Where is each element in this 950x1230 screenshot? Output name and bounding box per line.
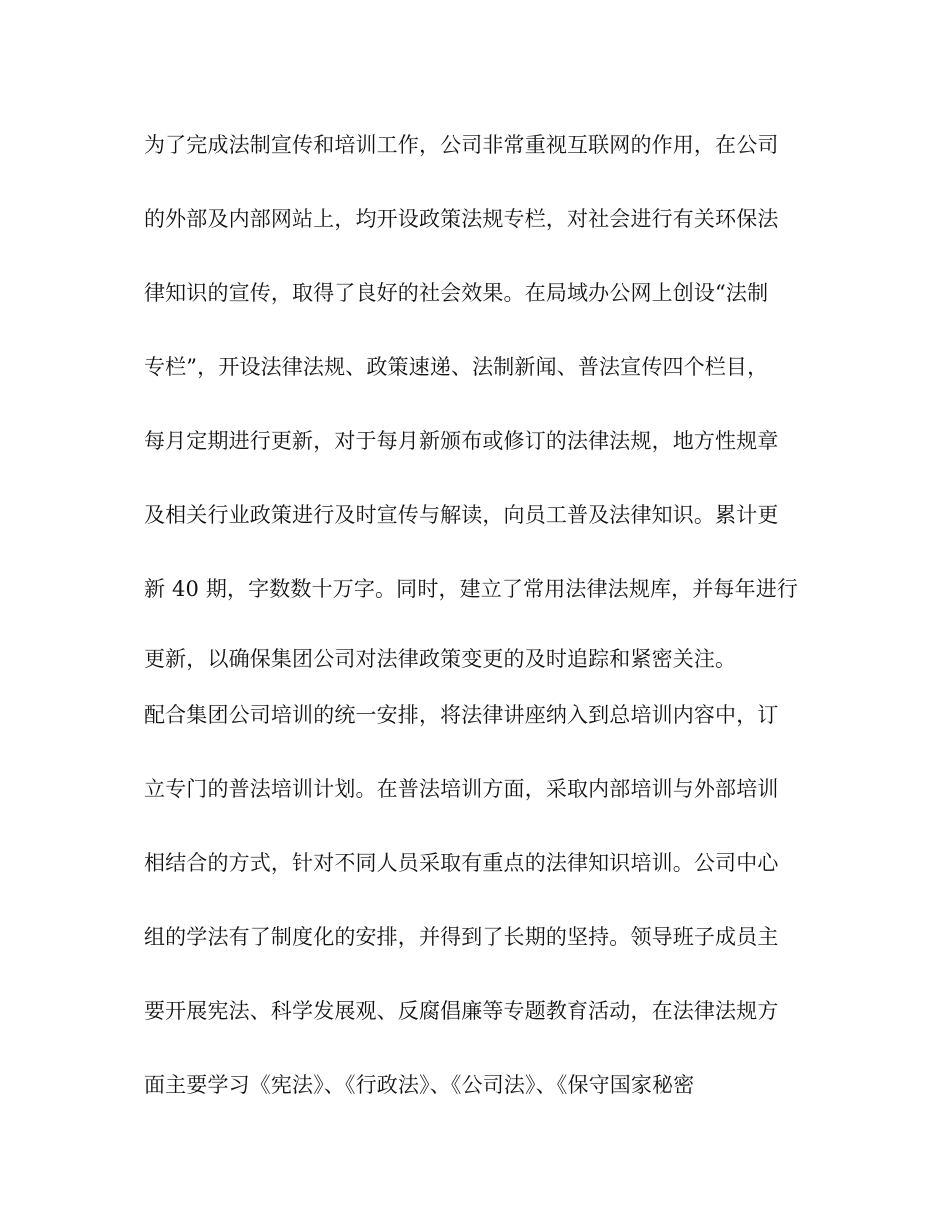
paragraph-line: 相结合的方式，针对不同人员采取有重点的法律知识培训。公司中心 xyxy=(144,851,779,875)
paragraph-line: 律知识的宣传，取得了良好的社会效果。在局域办公网上创设“法制 xyxy=(144,281,769,305)
paragraph-line: 为了完成法制宣传和培训工作，公司非常重视互联网的作用，在公司 xyxy=(144,133,779,157)
paragraph-line: 专栏”，开设法律法规、政策速递、法制新闻、普法宣传四个栏目， xyxy=(144,355,769,379)
paragraph-line: 的外部及内部网站上，均开设政策法规专栏，对社会进行有关环保法 xyxy=(144,207,779,231)
paragraph-line: 配合集团公司培训的统一安排，将法律讲座纳入到总培训内容中，订 xyxy=(144,703,779,727)
paragraph-line: 每月定期进行更新，对于每月新颁布或修订的法律法规，地方性规章 xyxy=(144,429,779,453)
paragraph-line: 立专门的普法培训计划。在普法培训方面，采取内部培训与外部培训 xyxy=(144,777,779,801)
paragraph-line: 更新，以确保集团公司对法律政策变更的及时追踪和紧密关注。 xyxy=(144,647,737,671)
paragraph-line: 及相关行业政策进行及时宣传与解读，向员工普及法律知识。累计更 xyxy=(144,503,779,527)
paragraph-line: 要开展宪法、科学发展观、反腐倡廉等专题教育活动，在法律法规方 xyxy=(144,999,779,1023)
paragraph-line: 新 40 期，字数数十万字。同时，建立了常用法律法规库，并每年进行 xyxy=(144,577,799,601)
paragraph-line: 组的学法有了制度化的安排，并得到了长期的坚持。领导班子成员主 xyxy=(144,925,779,949)
paragraph-line: 面主要学习《宪法》、《行政法》、《公司法》、《保守国家秘密 xyxy=(144,1073,695,1097)
